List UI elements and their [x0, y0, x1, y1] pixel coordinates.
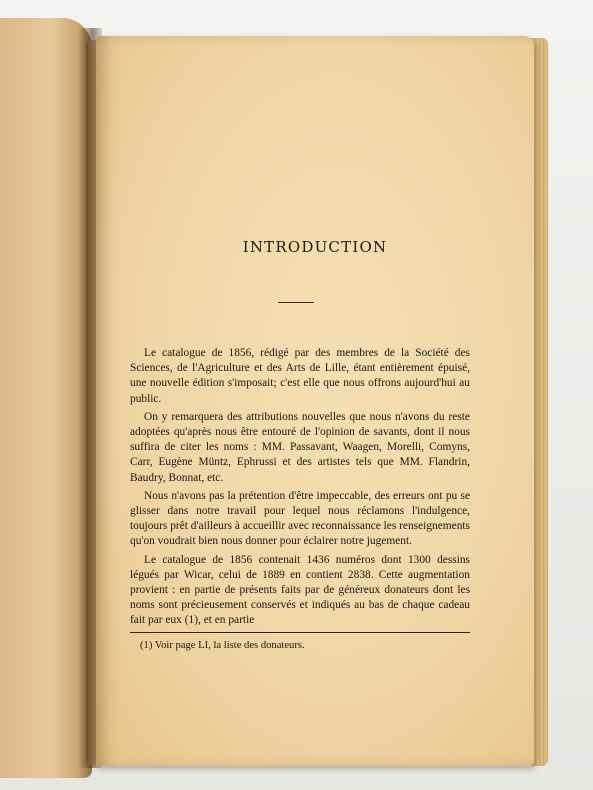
footnote-rule	[130, 632, 470, 633]
body-text	[130, 346, 470, 632]
paragraph: Le catalogue de 1856 contenait 1436 numéros dont 1300 dessins légués par Wicar, celui de 1889 en contient 2838. Cette augmentation provient : en partie de présents faits par de généreux donateurs dont les noms sont précieusement conservés et indiqués au bas de chaque cadeau fait par eux (1), et en partie	[130, 553, 470, 627]
footnote: (1) Voir page LI, la liste des donateurs.	[140, 640, 305, 651]
paragraph: Le catalogue de 1856, rédigé par des membres de la Société des Sciences, de l'Agriculture et des Arts de Lille, étant entièrement épuisé, une nouvelle édition s'imposait; c'est elle que nous offrons aujourd'hui au public.	[130, 347, 470, 405]
page-title: INTRODUCTION	[242, 238, 388, 256]
paragraph: Nous n'avons pas la prétention d'être impeccable, des erreurs ont pu se glisser dans notre travail pour lequel nous réclamons l'indulgence, toujours prêt d'ailleurs à accueillir avec reconnaissance les renseignements qu'on voudrait bien nous donner pour éclairer notre jugement.	[130, 489, 470, 548]
title-rule	[278, 302, 314, 303]
paragraph: On y remarquera des attributions nouvelles que nous n'avons du reste adoptées qu'après nous être entouré de l'opinion de savants, dont il nous suffira de citer les noms : MM. Passavant, Waagen, Morelli, Comyns, Carr, Eugène Müntz, Ephrussi et des artistes tels que MM. Flandrin, Baudry, Bonnat, etc.	[130, 410, 470, 484]
book-page	[96, 36, 534, 766]
